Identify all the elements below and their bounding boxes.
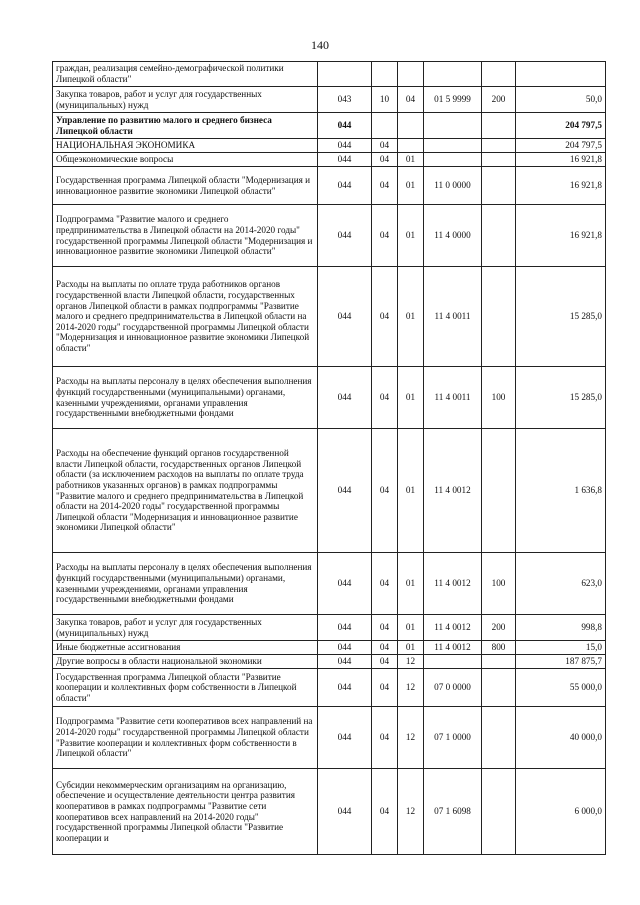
row-rz-cell: 04 bbox=[372, 429, 398, 553]
row-rz-cell: 04 bbox=[372, 655, 398, 669]
table-row bbox=[53, 267, 606, 367]
row-pr-cell: 01 bbox=[398, 615, 424, 641]
budget-table bbox=[52, 61, 606, 855]
table-row bbox=[53, 205, 606, 267]
row-pr-cell bbox=[398, 139, 424, 153]
row-ved-cell: 044 bbox=[318, 267, 372, 367]
row-vr-cell bbox=[482, 429, 516, 553]
row-pr-cell: 01 bbox=[398, 429, 424, 553]
row-vr-cell bbox=[482, 205, 516, 267]
row-name-cell: граждан, реализация семейно-демографической политики Липецкой области" bbox=[53, 62, 318, 87]
row-vr-cell: 100 bbox=[482, 367, 516, 429]
row-rz-cell: 04 bbox=[372, 669, 398, 707]
row-pr-cell: 01 bbox=[398, 641, 424, 655]
row-vr-cell: 100 bbox=[482, 553, 516, 615]
row-rz-cell bbox=[372, 113, 398, 139]
row-pr-cell: 01 bbox=[398, 367, 424, 429]
row-pr-cell: 01 bbox=[398, 153, 424, 167]
row-rz-cell: 04 bbox=[372, 641, 398, 655]
row-vr-cell bbox=[482, 707, 516, 769]
row-ved-cell: 044 bbox=[318, 655, 372, 669]
table-row bbox=[53, 87, 606, 113]
row-rz-cell: 04 bbox=[372, 553, 398, 615]
table-row bbox=[53, 429, 606, 553]
row-sum-cell: 16 921,8 bbox=[516, 153, 606, 167]
row-name-cell: Другие вопросы в области национальной экономики bbox=[53, 655, 318, 669]
row-csr-cell bbox=[424, 153, 482, 167]
row-csr-cell: 11 0 0000 bbox=[424, 167, 482, 205]
row-name-cell: Подпрограмма "Развитие сети кооперативов всех направлений на 2014-2020 годы" государственной программы Липецкой области "Развитие кооперации и коллективных форм собственности в Липецкой области" bbox=[53, 707, 318, 769]
row-rz-cell: 04 bbox=[372, 367, 398, 429]
row-ved-cell: 044 bbox=[318, 707, 372, 769]
row-pr-cell: 12 bbox=[398, 769, 424, 855]
row-vr-cell bbox=[482, 669, 516, 707]
row-vr-cell bbox=[482, 267, 516, 367]
table-row bbox=[53, 167, 606, 205]
row-ved-cell: 044 bbox=[318, 367, 372, 429]
row-ved-cell: 044 bbox=[318, 167, 372, 205]
row-rz-cell: 04 bbox=[372, 153, 398, 167]
table-row bbox=[53, 707, 606, 769]
row-csr-cell bbox=[424, 655, 482, 669]
page-number: 140 bbox=[311, 38, 329, 52]
row-sum-cell: 16 921,8 bbox=[516, 205, 606, 267]
row-vr-cell: 800 bbox=[482, 641, 516, 655]
table-row bbox=[53, 553, 606, 615]
row-ved-cell: 043 bbox=[318, 87, 372, 113]
row-sum-cell: 15 285,0 bbox=[516, 367, 606, 429]
row-pr-cell bbox=[398, 62, 424, 87]
row-csr-cell: 11 4 0012 bbox=[424, 641, 482, 655]
row-vr-cell bbox=[482, 62, 516, 87]
row-sum-cell: 16 921,8 bbox=[516, 167, 606, 205]
row-vr-cell bbox=[482, 113, 516, 139]
row-csr-cell: 11 4 0012 bbox=[424, 553, 482, 615]
row-name-cell: Закупка товаров, работ и услуг для государственных (муниципальных) нужд bbox=[53, 615, 318, 641]
row-ved-cell: 044 bbox=[318, 429, 372, 553]
row-sum-cell: 998,8 bbox=[516, 615, 606, 641]
table-row bbox=[53, 139, 606, 153]
row-csr-cell: 11 4 0011 bbox=[424, 367, 482, 429]
row-rz-cell: 04 bbox=[372, 707, 398, 769]
row-sum-cell: 55 000,0 bbox=[516, 669, 606, 707]
row-name-cell: Расходы на выплаты персоналу в целях обеспечения выполнения функций государственными (муниципальными) органами, казенными учреждениями, органами управления государственными внебюджетными фондами bbox=[53, 553, 318, 615]
row-csr-cell: 11 4 0012 bbox=[424, 615, 482, 641]
row-ved-cell: 044 bbox=[318, 615, 372, 641]
row-pr-cell: 01 bbox=[398, 553, 424, 615]
row-pr-cell: 04 bbox=[398, 87, 424, 113]
row-sum-cell: 204 797,5 bbox=[516, 139, 606, 153]
row-sum-cell: 50,0 bbox=[516, 87, 606, 113]
row-rz-cell: 04 bbox=[372, 167, 398, 205]
row-pr-cell: 12 bbox=[398, 669, 424, 707]
row-name-cell: Расходы на выплаты персоналу в целях обеспечения выполнения функций государственными (муниципальными) органами, казенными учреждениями, органами управления государственными внебюджетными фондами bbox=[53, 367, 318, 429]
row-sum-cell bbox=[516, 62, 606, 87]
row-csr-cell bbox=[424, 62, 482, 87]
row-ved-cell: 044 bbox=[318, 205, 372, 267]
row-sum-cell: 15,0 bbox=[516, 641, 606, 655]
row-pr-cell: 01 bbox=[398, 267, 424, 367]
row-csr-cell: 07 0 0000 bbox=[424, 669, 482, 707]
row-name-cell: Расходы на выплаты по оплате труда работников органов государственной власти Липецкой области, государственных органов Липецкой области в рамках подпрограммы "Развитие малого и среднего предпринимательства в Липецкой области на 2014-2020 годы" государственной программы Липецкой области "Модернизация и инновационное развитие экономики Липецкой области" bbox=[53, 267, 318, 367]
row-rz-cell: 04 bbox=[372, 139, 398, 153]
table-row bbox=[53, 62, 606, 87]
row-csr-cell: 07 1 0000 bbox=[424, 707, 482, 769]
row-pr-cell: 12 bbox=[398, 655, 424, 669]
row-pr-cell: 01 bbox=[398, 167, 424, 205]
row-name-cell: Государственная программа Липецкой области "Развитие кооперации и коллективных форм собственности в Липецкой области" bbox=[53, 669, 318, 707]
row-csr-cell: 01 5 9999 bbox=[424, 87, 482, 113]
row-csr-cell: 07 1 6098 bbox=[424, 769, 482, 855]
row-pr-cell: 01 bbox=[398, 205, 424, 267]
row-vr-cell bbox=[482, 167, 516, 205]
row-name-cell: Управление по развитию малого и среднего бизнеса Липецкой области bbox=[53, 113, 318, 139]
row-vr-cell bbox=[482, 769, 516, 855]
row-ved-cell: 044 bbox=[318, 553, 372, 615]
row-vr-cell: 200 bbox=[482, 615, 516, 641]
row-sum-cell: 204 797,5 bbox=[516, 113, 606, 139]
row-sum-cell: 187 875,7 bbox=[516, 655, 606, 669]
table-row bbox=[53, 153, 606, 167]
row-ved-cell: 044 bbox=[318, 769, 372, 855]
row-pr-cell bbox=[398, 113, 424, 139]
row-pr-cell: 12 bbox=[398, 707, 424, 769]
row-ved-cell: 044 bbox=[318, 113, 372, 139]
row-csr-cell bbox=[424, 139, 482, 153]
row-ved-cell: 044 bbox=[318, 139, 372, 153]
row-sum-cell: 623,0 bbox=[516, 553, 606, 615]
row-csr-cell bbox=[424, 113, 482, 139]
row-sum-cell: 15 285,0 bbox=[516, 267, 606, 367]
row-vr-cell bbox=[482, 153, 516, 167]
row-name-cell: Подпрограмма "Развитие малого и среднего предпринимательства в Липецкой области на 2014-2020 годы" государственной программы Липецкой области "Модернизация и инновационное развитие экономики Липецкой области" bbox=[53, 205, 318, 267]
table-row bbox=[53, 669, 606, 707]
row-csr-cell: 11 4 0012 bbox=[424, 429, 482, 553]
table-row bbox=[53, 615, 606, 641]
row-vr-cell bbox=[482, 139, 516, 153]
row-rz-cell: 04 bbox=[372, 769, 398, 855]
row-ved-cell bbox=[318, 62, 372, 87]
row-name-cell: Расходы на обеспечение функций органов государственной власти Липецкой области, государственных органов Липецкой области (за исключением расходов на выплаты по оплате труда работников указанных органов) в рамках подпрограммы "Развитие малого и среднего предпринимательства в Липецкой области на 2014-2020 годы" государственной программы Липецкой области "Модернизация и инновационное развитие экономики Липецкой области" bbox=[53, 429, 318, 553]
row-csr-cell: 11 4 0011 bbox=[424, 267, 482, 367]
row-ved-cell: 044 bbox=[318, 669, 372, 707]
table-row bbox=[53, 113, 606, 139]
row-name-cell: НАЦИОНАЛЬНАЯ ЭКОНОМИКА bbox=[53, 139, 318, 153]
table-row bbox=[53, 641, 606, 655]
row-csr-cell: 11 4 0000 bbox=[424, 205, 482, 267]
table-row bbox=[53, 367, 606, 429]
row-ved-cell: 044 bbox=[318, 153, 372, 167]
row-name-cell: Общеэкономические вопросы bbox=[53, 153, 318, 167]
row-name-cell: Государственная программа Липецкой области "Модернизация и инновационное развитие экономики Липецкой области" bbox=[53, 167, 318, 205]
row-name-cell: Иные бюджетные ассигнования bbox=[53, 641, 318, 655]
row-rz-cell: 04 bbox=[372, 615, 398, 641]
row-rz-cell: 10 bbox=[372, 87, 398, 113]
row-rz-cell bbox=[372, 62, 398, 87]
row-sum-cell: 6 000,0 bbox=[516, 769, 606, 855]
row-vr-cell: 200 bbox=[482, 87, 516, 113]
row-ved-cell: 044 bbox=[318, 641, 372, 655]
table-row bbox=[53, 655, 606, 669]
table-row bbox=[53, 769, 606, 855]
row-name-cell: Закупка товаров, работ и услуг для государственных (муниципальных) нужд bbox=[53, 87, 318, 113]
row-rz-cell: 04 bbox=[372, 205, 398, 267]
row-rz-cell: 04 bbox=[372, 267, 398, 367]
row-sum-cell: 1 636,8 bbox=[516, 429, 606, 553]
row-name-cell: Субсидии некоммерческим организациям на организацию, обеспечение и осуществление деятельности центра развития кооперативов в рамках подпрограммы "Развитие сети кооперативов всех направлений на 2014-2020 годы" государственной программы Липецкой области "Развитие кооперации и bbox=[53, 769, 318, 855]
row-sum-cell: 40 000,0 bbox=[516, 707, 606, 769]
row-vr-cell bbox=[482, 655, 516, 669]
